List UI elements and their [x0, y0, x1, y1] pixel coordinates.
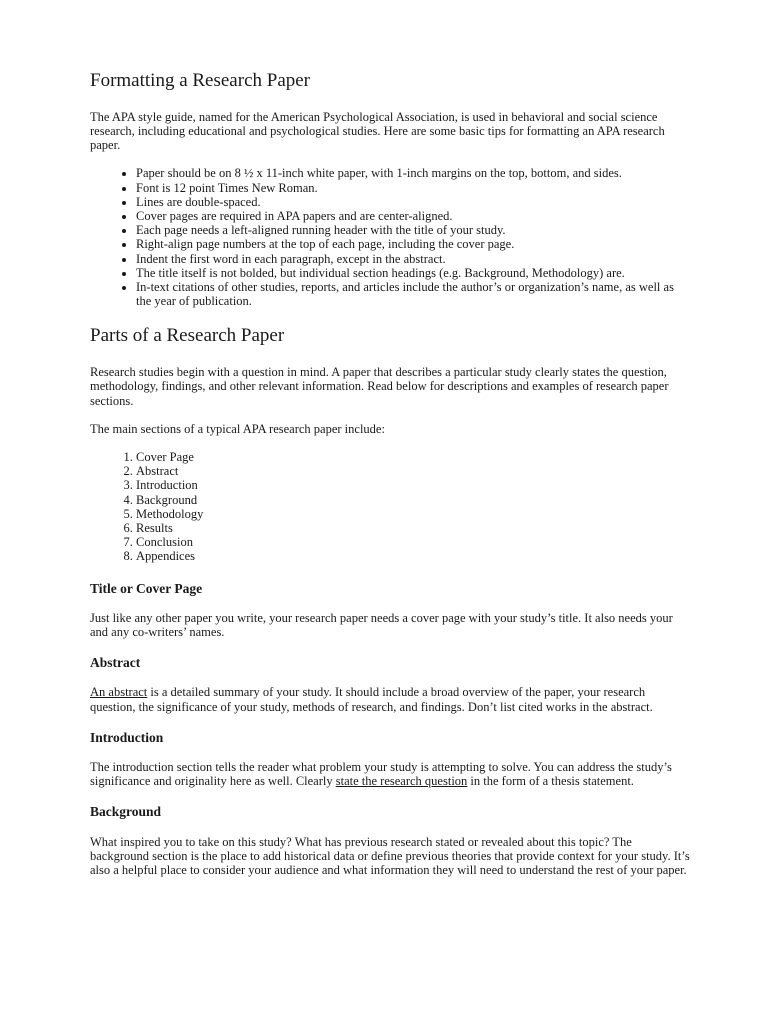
list-item: • In-text citations of other studies, reports, and articles include the author’s or organization’s name, as well as the year of publication.	[136, 280, 690, 308]
subheading-abstract: Abstract	[90, 655, 141, 671]
sections-list	[90, 450, 690, 564]
page-title: Formatting a Research Paper	[90, 70, 311, 91]
introduction-text-before: The introduction section tells the reader what problem your study is attempting to solve. You can address the study’s significance and originality here as well. Clearly	[90, 760, 672, 789]
list-item: 3. Introduction	[136, 478, 690, 492]
list-item: 5. Methodology	[136, 507, 690, 521]
list-item: • Indent the first word in each paragraph, except in the abstract.	[136, 252, 690, 266]
list-item: • Font is 12 point Times New Roman.	[136, 181, 690, 195]
list-item: 8. Appendices	[136, 549, 690, 563]
parts-intro-paragraph: Research studies begin with a question in mind. A paper that describes a particular study clearly states the question, methodology, findings, and other relevant information. Read below for descriptions and examples of research paper sections.	[90, 365, 669, 408]
abstract-link[interactable]: An abstract	[90, 685, 148, 700]
cover-paragraph: Just like any other paper you write, your research paper needs a cover page with your study’s title. It also needs your and any co-writers’ names.	[90, 610, 673, 640]
document-page	[90, 70, 690, 891]
list-item: 1. Cover Page	[136, 450, 690, 464]
subheading-cover-page: Title or Cover Page	[90, 580, 203, 596]
list-item: • Cover pages are required in APA papers and are center-aligned.	[136, 209, 690, 223]
list-item: 2. Abstract	[136, 464, 690, 478]
abstract-text: is a detailed summary of your study. It should include a broad overview of the paper, your research question, the significance of your study, methods of research, and findings. Don’t list cited works in the abstract.	[90, 685, 653, 714]
list-item: 6. Results	[136, 521, 690, 535]
list-item: • Lines are double-spaced.	[136, 195, 690, 209]
tips-list	[90, 166, 690, 308]
list-item: 7. Conclusion	[136, 535, 690, 549]
background-paragraph: What inspired you to take on this study? What has previous research stated or revealed about this topic? The background section is the place to add historical data or define previous theories that provide context for your study. It’s also a helpful place to consider your audience and what information they will need to understand the rest of your paper.	[90, 834, 690, 878]
subheading-introduction: Introduction	[90, 729, 164, 745]
section-heading-parts: Parts of a Research Paper	[90, 325, 285, 347]
list-item: • Each page needs a left-aligned running header with the title of your study.	[136, 223, 690, 237]
subheading-background: Background	[90, 804, 162, 820]
list-item: • The title itself is not bolded, but individual section headings (e.g. Background, Methodology) are.	[136, 266, 690, 280]
parts-lead-paragraph: The main sections of a typical APA research paper include:	[90, 421, 385, 436]
list-item: • Paper should be on 8 ½ x 11-inch white paper, with 1-inch margins on the top, bottom, and sides.	[136, 166, 690, 180]
list-item: • Right-align page numbers at the top of each page, including the cover page.	[136, 237, 690, 251]
abstract-paragraph	[90, 685, 690, 713]
introduction-paragraph	[90, 760, 690, 788]
list-item: 4. Background	[136, 493, 690, 507]
research-question-link[interactable]: state the research question	[335, 774, 468, 789]
intro-paragraph: The APA style guide, named for the American Psychological Association, is used in behavioral and social science research, including educational and psychological studies. Here are some basic tips for formatting an APA research paper.	[90, 109, 665, 153]
introduction-text-after: in the form of a thesis statement.	[467, 774, 634, 789]
